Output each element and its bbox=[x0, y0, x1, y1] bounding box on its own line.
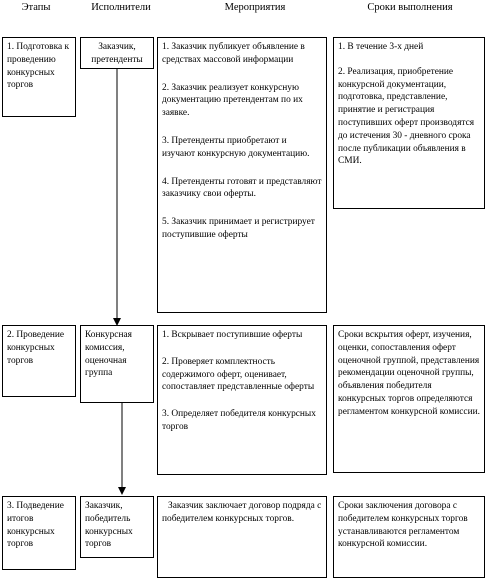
deadline-2-1: Сроки вскрытия оферт, изучения, оценки, сопоставления оферт оценочной группой, представления рекомендации оценочной группы, объявления победителя конкурсных торгов определяются регламентом конкурсной комиссии. bbox=[338, 330, 480, 417]
activity-1-5: 5. Заказчик принимает и регистрирует поступившие оферты bbox=[162, 217, 315, 240]
executor-1-label: Заказчик, претенденты bbox=[91, 42, 143, 65]
deadline-1-1: 1. В течение 3-х дней bbox=[338, 42, 424, 52]
activity-2-1: 1. Вскрывает поступившие оферты bbox=[162, 330, 303, 340]
stage-1-box bbox=[2, 37, 76, 117]
deadlines-3-box bbox=[333, 496, 485, 578]
activity-1-4: 4. Претенденты готовят и представляют заказчику свои оферты. bbox=[162, 176, 322, 200]
deadline-1-2: 2. Реализация, приобретение конкурсной документации, подготовка, представление, принятие и регистрация поступивших оферт производятся до истечения 30 - дневного срока после публикации объявления в СМИ. bbox=[338, 66, 475, 167]
activities-1-box bbox=[157, 37, 327, 313]
deadlines-2-box bbox=[333, 325, 485, 473]
activity-1-1: 1. Заказчик публикует объявление в средствах массовой информации bbox=[162, 42, 305, 65]
activity-1-2: 2. Заказчик реализует конкурсную документацию претендентам по их заявке. bbox=[162, 82, 303, 119]
deadline-3-1: Сроки заключения договора с победителем конкурсных торгов устанавливаются регламентом конкурсной комиссии. bbox=[338, 501, 468, 550]
arrowhead-stage3 bbox=[118, 487, 126, 495]
activity-1-3: 3. Претенденты приобретают и изучают конкурсную документацию. bbox=[162, 135, 310, 159]
executor-3-box bbox=[80, 496, 154, 558]
deadlines-1-box bbox=[333, 37, 485, 209]
header-executors: Исполнители bbox=[91, 2, 151, 13]
activity-3-1: Заказчик заключает договор подряда с победителем конкурсных торгов. bbox=[162, 501, 322, 524]
header-stages: Этапы bbox=[21, 2, 51, 13]
activities-3-box bbox=[157, 496, 327, 578]
executor-2-box bbox=[80, 325, 154, 403]
executor-3-label: Заказчик, победитель конкурсных торгов bbox=[85, 501, 133, 550]
header-activities: Мероприятия bbox=[224, 2, 286, 13]
executor-2-label: Конкурсная комиссия, оценочная группа bbox=[85, 330, 132, 379]
stage-1-label: 1. Подготовка к проведению конкурсных торгов bbox=[7, 42, 70, 91]
stage-3-label: 3. Подведение итогов конкурсных торгов bbox=[7, 501, 64, 550]
activity-2-3: 3. Определяет победителя конкурсных торгов bbox=[162, 409, 316, 432]
header-deadlines: Сроки выполнения bbox=[367, 2, 453, 13]
activity-2-2: 2. Проверяет комплектность содержимого оферт, оценивает, сопоставляет представленные оферты bbox=[162, 356, 315, 393]
stage-2-box bbox=[2, 325, 76, 397]
executor-1-box bbox=[80, 37, 154, 69]
stage-3-box bbox=[2, 496, 76, 570]
activities-2-box bbox=[157, 325, 327, 475]
stage-2-label: 2. Проведение конкурсных торгов bbox=[7, 330, 65, 366]
